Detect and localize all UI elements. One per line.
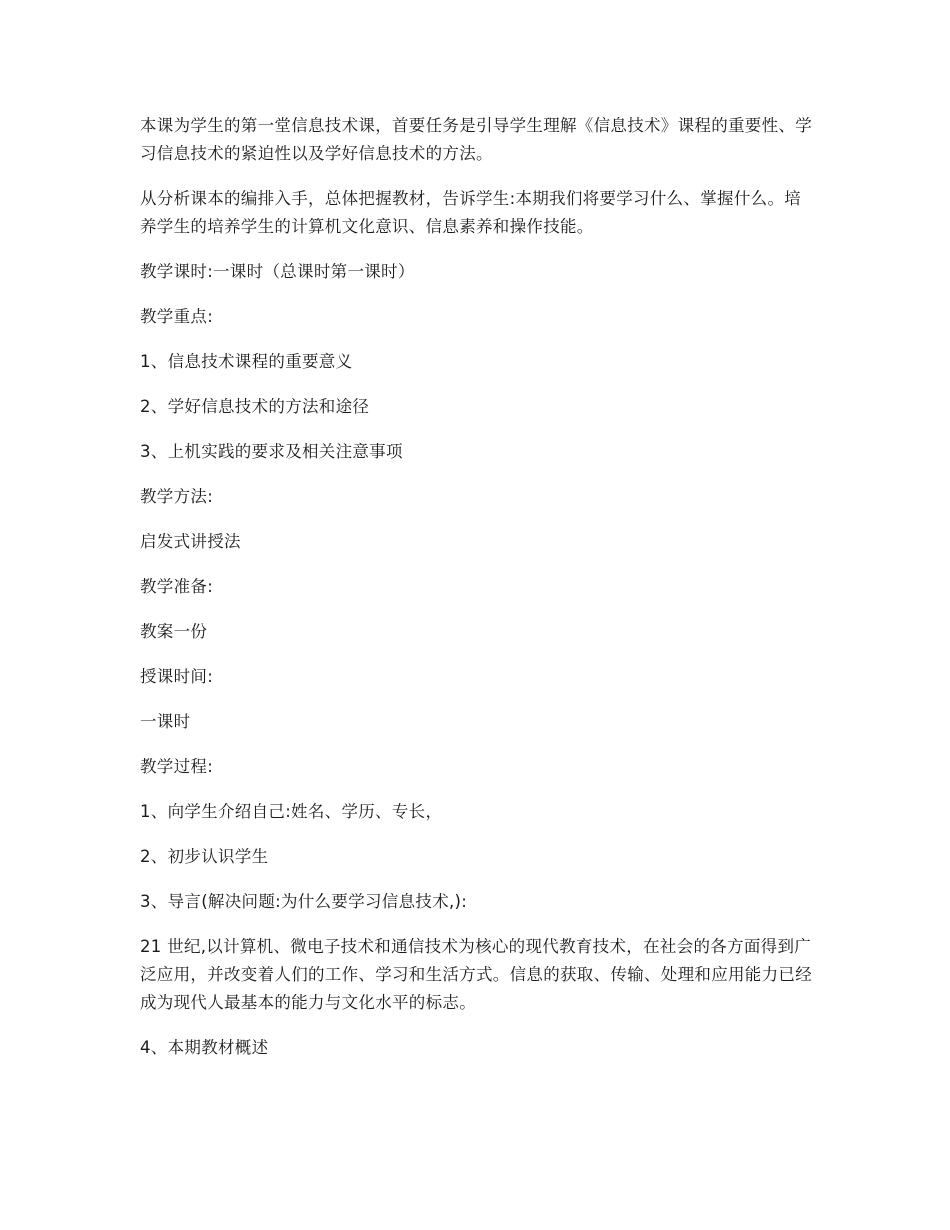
century-paragraph: 21 世纪,以计算机、微电子技术和通信技术为核心的现代教育技术，在社会的各方面得到广泛应用，并改变着人们的工作、学习和生活方式。信息的获取、传输、处理和应用能力已经成为现代人最基本的能力与文化水平的标志。 bbox=[140, 937, 812, 1012]
key-points-heading: 教学重点: bbox=[140, 307, 214, 326]
lesson-time-value: 一课时 bbox=[140, 712, 191, 731]
class-hours-line: 教学课时:一课时（总课时第一课时） bbox=[140, 262, 415, 281]
teaching-method-value: 启发式讲授法 bbox=[140, 532, 241, 551]
process-step: 4、本期教材概述 bbox=[140, 1038, 269, 1057]
document-body bbox=[140, 112, 815, 1079]
key-point-item: 1、信息技术课程的重要意义 bbox=[140, 352, 353, 371]
preparation-heading: 教学准备: bbox=[140, 577, 214, 596]
process-step: 2、初步认识学生 bbox=[140, 847, 269, 866]
preparation-value: 教案一份 bbox=[140, 622, 208, 641]
process-step: 1、向学生介绍自己:姓名、学历、专长， bbox=[140, 802, 443, 821]
textbook-analysis-paragraph: 从分析课本的编排入手，总体把握教材，告诉学生:本期我们将要学习什么、掌握什么。培养学生的培养学生的计算机文化意识、信息素养和操作技能。 bbox=[140, 189, 802, 236]
process-step: 3、导言(解决问题:为什么要学习信息技术,): bbox=[140, 892, 468, 911]
key-point-item: 2、学好信息技术的方法和途径 bbox=[140, 397, 370, 416]
teaching-process-heading: 教学过程: bbox=[140, 757, 214, 776]
key-point-item: 3、上机实践的要求及相关注意事项 bbox=[140, 442, 403, 461]
intro-paragraph: 本课为学生的第一堂信息技术课，首要任务是引导学生理解《信息技术》课程的重要性、学习信息技术的紧迫性以及学好信息技术的方法。 bbox=[140, 116, 812, 163]
teaching-method-heading: 教学方法: bbox=[140, 487, 214, 506]
lesson-time-heading: 授课时间: bbox=[140, 667, 214, 686]
